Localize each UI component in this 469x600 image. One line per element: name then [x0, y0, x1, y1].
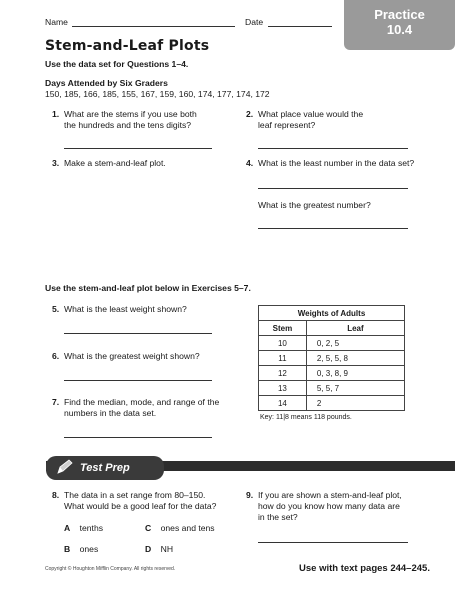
option-a[interactable] [64, 523, 103, 533]
instructions-dataset: Use the data set for Questions 1–4. [45, 59, 189, 69]
q7-answer-line[interactable] [64, 437, 212, 438]
option-a-text: tenths [79, 523, 104, 533]
stem-cell: 10 [259, 336, 307, 351]
leaf-cell: 0, 2, 5 [306, 336, 404, 351]
badge-number: 10.4 [386, 22, 413, 37]
table-row [259, 336, 405, 351]
q7-text-line1: Find the median, mode, and range of the [64, 397, 220, 407]
q7-text-line2: numbers in the data set. [64, 408, 157, 418]
q2-answer-line[interactable] [258, 148, 408, 149]
dataset-values: 150, 185, 166, 185, 155, 167, 159, 160, 174, 177, 174, 172 [45, 89, 270, 99]
q4-least-answer-line[interactable] [258, 188, 408, 189]
q4-number: 4. [246, 158, 254, 168]
test-prep-label: Test Prep [80, 462, 130, 474]
q5-answer-line[interactable] [64, 333, 212, 334]
option-d[interactable] [145, 544, 173, 554]
badge-label: Practice [374, 7, 425, 22]
q8-number: 8. [52, 490, 60, 500]
q1-number: 1. [52, 109, 60, 119]
copyright-text: Copyright © Houghton Mifflin Company. All rights reserved. [45, 566, 176, 572]
option-d-letter: D [145, 544, 152, 554]
q8-text-line2: What would be a good leaf for the data? [64, 501, 217, 511]
q9-text-line2: how do you know how many data are [258, 501, 400, 511]
q3-text: Make a stem-and-leaf plot. [64, 158, 166, 168]
name-label: Name [45, 17, 68, 27]
text-pages-reference: Use with text pages 244–245. [299, 563, 430, 574]
option-c-text: ones and tens [160, 523, 215, 533]
q6-number: 6. [52, 351, 60, 361]
q9-answer-line[interactable] [258, 542, 408, 543]
table-row [259, 396, 405, 411]
q1-text-line1: What are the stems if you use both [64, 109, 197, 119]
col-leaf-header: Leaf [306, 321, 404, 336]
leaf-cell: 2, 5, 5, 8 [306, 351, 404, 366]
date-label: Date [245, 17, 264, 27]
option-b-letter: B [64, 544, 71, 554]
q2-text-line2: leaf represent? [258, 120, 316, 130]
table-row [259, 381, 405, 396]
col-stem-header: Stem [259, 321, 307, 336]
weights-table [258, 305, 405, 411]
stem-cell: 14 [259, 396, 307, 411]
leaf-cell: 2 [306, 396, 404, 411]
table-key: Key: 11|8 means 118 pounds. [260, 414, 352, 421]
q1-answer-line[interactable] [64, 148, 212, 149]
q5-number: 5. [52, 304, 60, 314]
page-title: Stem-and-Leaf Plots [45, 38, 210, 54]
option-d-text: NH [160, 544, 174, 554]
stem-cell: 12 [259, 366, 307, 381]
table-row [259, 351, 405, 366]
option-b[interactable] [64, 544, 98, 554]
option-a-letter: A [64, 523, 71, 533]
q4-followup-text: What is the greatest number? [258, 200, 371, 210]
q6-answer-line[interactable] [64, 380, 212, 381]
q1-text-line2: the hundreds and the tens digits? [64, 120, 192, 130]
leaf-cell: 0, 3, 8, 9 [306, 366, 404, 381]
q6-text: What is the greatest weight shown? [64, 351, 200, 361]
q9-text-line1: If you are shown a stem-and-leaf plot, [258, 490, 402, 500]
q2-text-line1: What place value would the [258, 109, 364, 119]
table-row [259, 366, 405, 381]
q9-number: 9. [246, 490, 254, 500]
pencil-icon [55, 458, 75, 476]
q4-greatest-answer-line[interactable] [258, 228, 408, 229]
q3-number: 3. [52, 158, 60, 168]
q9-text-line3: in the set? [258, 512, 298, 522]
q4-text: What is the least number in the data set? [258, 158, 415, 168]
dataset-title: Days Attended by Six Graders [45, 78, 168, 88]
stem-cell: 11 [259, 351, 307, 366]
practice-badge [344, 0, 455, 50]
option-c[interactable] [145, 523, 215, 533]
leaf-cell: 5, 5, 7 [306, 381, 404, 396]
date-field-line[interactable] [268, 26, 332, 27]
option-b-text: ones [79, 544, 99, 554]
q2-number: 2. [246, 109, 254, 119]
table-title: Weights of Adults [259, 306, 405, 321]
q5-text: What is the least weight shown? [64, 304, 187, 314]
option-c-letter: C [145, 523, 152, 533]
name-field-line[interactable] [72, 26, 235, 27]
q8-text-line1: The data in a set range from 80–150. [64, 490, 206, 500]
instructions-stem-plot: Use the stem-and-leaf plot below in Exercises 5–7. [45, 283, 251, 293]
q7-number: 7. [52, 397, 60, 407]
stem-cell: 13 [259, 381, 307, 396]
